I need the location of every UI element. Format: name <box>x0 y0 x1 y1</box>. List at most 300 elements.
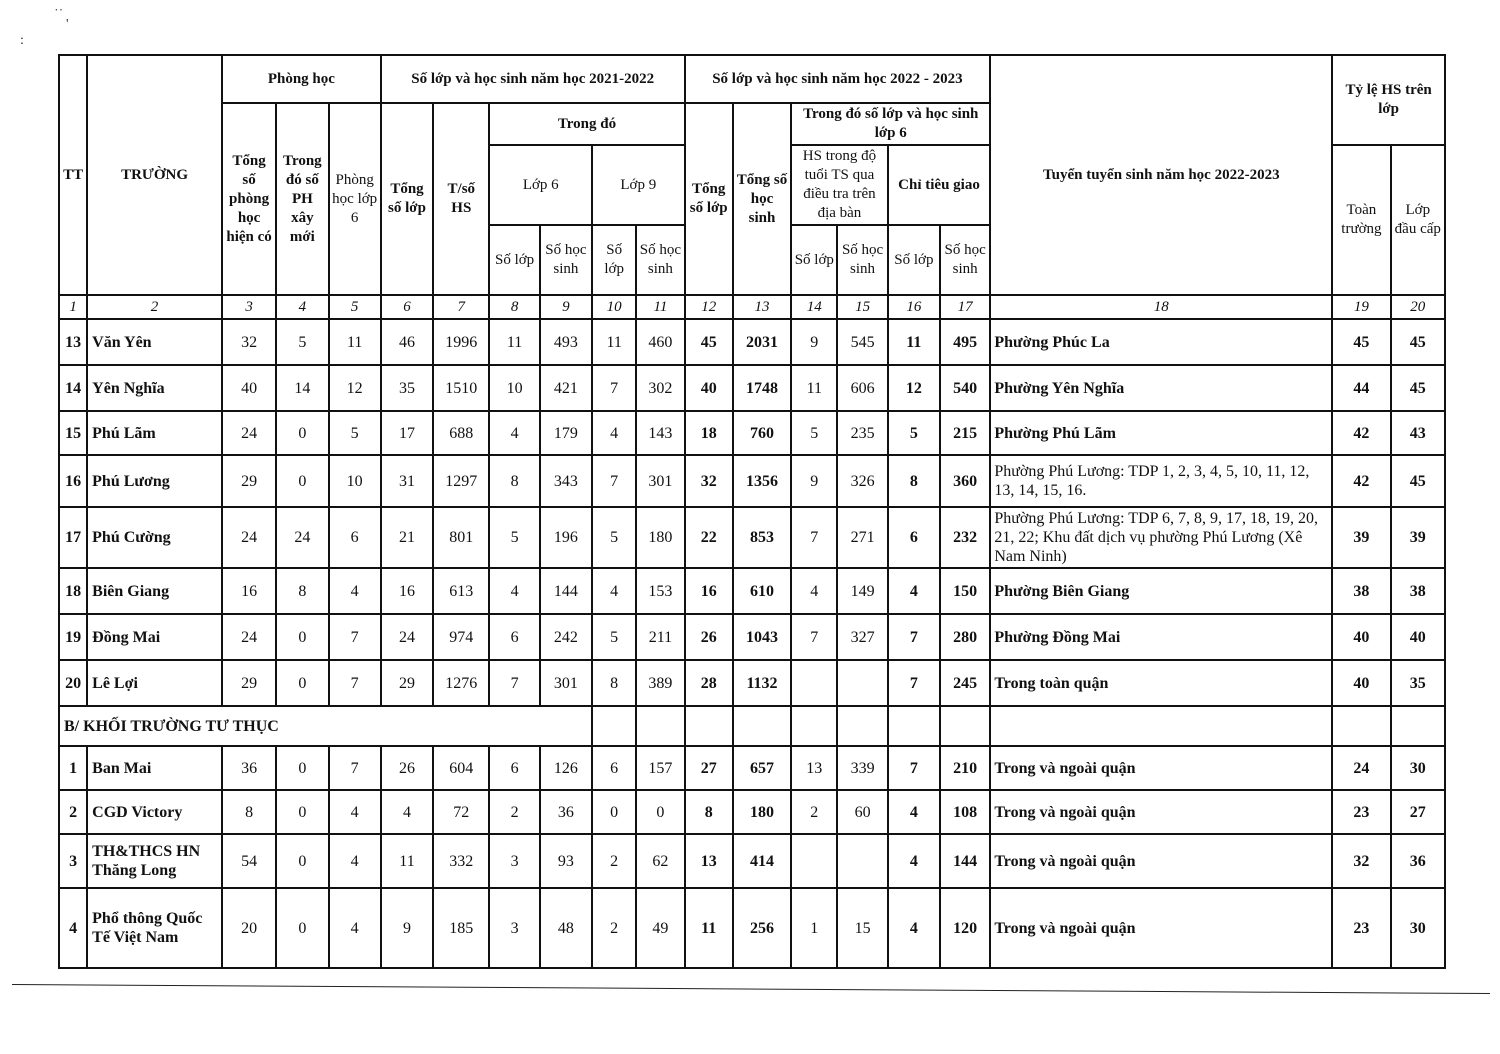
data-cell: 493 <box>540 319 592 365</box>
table-row <box>59 746 1445 790</box>
ratio-cell: 30 <box>1391 888 1445 968</box>
header-tuyen-sinh: Tuyển tuyển sinh năm học 2022-2023 <box>990 55 1332 295</box>
data-cell: 11 <box>685 888 733 968</box>
data-cell: 108 <box>940 790 990 834</box>
data-cell: 7 <box>791 507 837 568</box>
table-row <box>59 411 1445 455</box>
column-number-row <box>59 295 1445 319</box>
data-cell: 545 <box>837 319 887 365</box>
data-cell: 1996 <box>433 319 489 365</box>
column-number: 5 <box>329 295 381 319</box>
column-number: 20 <box>1391 295 1445 319</box>
data-cell: 11 <box>329 319 381 365</box>
data-cell: 339 <box>837 746 887 790</box>
school-name: Văn Yên <box>87 319 222 365</box>
header-chi-tieu-giao: Chỉ tiêu giao <box>888 145 991 225</box>
data-cell: 35 <box>381 365 433 411</box>
header-trong-do: Trong đó <box>489 103 684 145</box>
data-cell: 120 <box>940 888 990 968</box>
data-cell: 2 <box>592 834 636 888</box>
data-cell: 421 <box>540 365 592 411</box>
data-cell: 6 <box>592 746 636 790</box>
data-cell: 4 <box>381 790 433 834</box>
data-cell: 1510 <box>433 365 489 411</box>
data-cell: 9 <box>791 319 837 365</box>
section-b-body <box>59 706 1445 746</box>
data-cell: 2 <box>791 790 837 834</box>
data-cell: 4 <box>489 568 539 614</box>
data-cell: 2 <box>489 790 539 834</box>
data-cell: 4 <box>888 834 940 888</box>
table-row <box>59 790 1445 834</box>
data-cell: 5 <box>888 411 940 455</box>
row-tt: 2 <box>59 790 87 834</box>
enrollment-table-sheet <box>58 54 1446 969</box>
data-cell: 4 <box>888 888 940 968</box>
data-cell: 32 <box>222 319 276 365</box>
data-cell: 4 <box>329 790 381 834</box>
data-cell: 16 <box>222 568 276 614</box>
row-tt: 3 <box>59 834 87 888</box>
data-cell: 7 <box>329 614 381 660</box>
enrollment-area: Trong và ngoài quận <box>990 834 1332 888</box>
data-cell: 232 <box>940 507 990 568</box>
school-name: Ban Mai <box>87 746 222 790</box>
data-cell: 4 <box>329 568 381 614</box>
header-so-lop-9: Số lớp <box>592 225 636 295</box>
school-name: Biên Giang <box>87 568 222 614</box>
enrollment-area: Phường Phúc La <box>990 319 1332 365</box>
column-number: 16 <box>888 295 940 319</box>
data-cell: 11 <box>381 834 433 888</box>
header-ts-hs: T/số HS <box>433 103 489 295</box>
data-cell: 22 <box>685 507 733 568</box>
data-cell: 974 <box>433 614 489 660</box>
header-so-hs-6: Số học sinh <box>540 225 592 295</box>
enrollment-area: Phường Đồng Mai <box>990 614 1332 660</box>
row-tt: 17 <box>59 507 87 568</box>
data-cell: 4 <box>329 888 381 968</box>
data-cell: 242 <box>540 614 592 660</box>
data-cell: 7 <box>888 660 940 706</box>
header-so-lop-tuoi: Số lớp <box>791 225 837 295</box>
data-cell: 280 <box>940 614 990 660</box>
data-cell: 15 <box>837 888 887 968</box>
data-cell: 5 <box>489 507 539 568</box>
data-cell: 1356 <box>733 455 791 507</box>
table-row <box>59 455 1445 507</box>
data-cell: 49 <box>636 888 684 968</box>
data-cell: 327 <box>837 614 887 660</box>
data-cell: 5 <box>592 507 636 568</box>
header-trong-do-lop6: Trong đó số lớp và học sinh lớp 6 <box>791 103 990 145</box>
data-cell: 414 <box>733 834 791 888</box>
private-schools-body <box>59 746 1445 968</box>
data-cell: 4 <box>489 411 539 455</box>
ratio-cell: 35 <box>1391 660 1445 706</box>
column-number: 11 <box>636 295 684 319</box>
header-lop9: Lớp 9 <box>592 145 685 225</box>
data-cell: 256 <box>733 888 791 968</box>
data-cell: 389 <box>636 660 684 706</box>
header-so-hs-tuoi: Số học sinh <box>837 225 887 295</box>
data-cell: 7 <box>888 614 940 660</box>
data-cell: 4 <box>888 790 940 834</box>
ratio-cell: 39 <box>1332 507 1390 568</box>
data-cell: 5 <box>276 319 328 365</box>
data-cell: 0 <box>276 660 328 706</box>
data-cell: 46 <box>381 319 433 365</box>
header-phong-hoc: Phòng học <box>222 55 381 103</box>
data-cell: 28 <box>685 660 733 706</box>
data-cell: 7 <box>592 365 636 411</box>
table-row <box>59 614 1445 660</box>
row-tt: 15 <box>59 411 87 455</box>
data-cell: 7 <box>329 746 381 790</box>
data-cell <box>837 660 887 706</box>
data-cell: 196 <box>540 507 592 568</box>
enrollment-area: Trong và ngoài quận <box>990 746 1332 790</box>
table-row <box>59 660 1445 706</box>
ratio-cell: 40 <box>1391 614 1445 660</box>
data-cell: 613 <box>433 568 489 614</box>
data-cell: 16 <box>381 568 433 614</box>
data-cell: 657 <box>733 746 791 790</box>
row-tt: 18 <box>59 568 87 614</box>
data-cell: 8 <box>888 455 940 507</box>
ratio-cell: 40 <box>1332 614 1390 660</box>
data-cell: 235 <box>837 411 887 455</box>
row-tt: 16 <box>59 455 87 507</box>
data-cell: 1 <box>791 888 837 968</box>
data-cell: 0 <box>592 790 636 834</box>
school-name: Phú Lương <box>87 455 222 507</box>
data-cell: 688 <box>433 411 489 455</box>
data-cell: 0 <box>276 888 328 968</box>
data-cell: 332 <box>433 834 489 888</box>
data-cell: 179 <box>540 411 592 455</box>
data-cell: 0 <box>276 411 328 455</box>
header-tong-so-lop-2: Tổng số lớp <box>685 103 733 295</box>
data-cell: 93 <box>540 834 592 888</box>
data-cell: 8 <box>222 790 276 834</box>
data-cell: 215 <box>940 411 990 455</box>
data-cell: 11 <box>888 319 940 365</box>
data-cell: 31 <box>381 455 433 507</box>
header-tong-so-lop: Tổng số lớp <box>381 103 433 295</box>
data-cell: 0 <box>636 790 684 834</box>
data-cell: 3 <box>489 834 539 888</box>
data-cell: 24 <box>222 411 276 455</box>
column-number: 9 <box>540 295 592 319</box>
data-cell: 7 <box>329 660 381 706</box>
data-cell: 1297 <box>433 455 489 507</box>
column-number: 3 <box>222 295 276 319</box>
section-b-title: B/ KHỐI TRƯỜNG TƯ THỤC <box>59 706 592 746</box>
table-row <box>59 888 1445 968</box>
data-cell: 5 <box>329 411 381 455</box>
ratio-cell: 39 <box>1391 507 1445 568</box>
data-cell: 606 <box>837 365 887 411</box>
data-cell: 6 <box>489 614 539 660</box>
data-cell: 1748 <box>733 365 791 411</box>
ratio-cell: 42 <box>1332 455 1390 507</box>
data-cell: 180 <box>636 507 684 568</box>
data-cell: 495 <box>940 319 990 365</box>
data-cell: 13 <box>791 746 837 790</box>
header-hs-trong-do-tuoi: HS trong độ tuổi TS qua điều tra trên địa bàn <box>791 145 888 225</box>
data-cell: 21 <box>381 507 433 568</box>
ratio-cell: 27 <box>1391 790 1445 834</box>
data-cell: 17 <box>381 411 433 455</box>
column-number: 13 <box>733 295 791 319</box>
column-number: 6 <box>381 295 433 319</box>
data-cell: 150 <box>940 568 990 614</box>
data-cell: 24 <box>381 614 433 660</box>
ratio-cell: 30 <box>1391 746 1445 790</box>
data-cell: 853 <box>733 507 791 568</box>
row-tt: 13 <box>59 319 87 365</box>
data-cell: 0 <box>276 455 328 507</box>
data-cell <box>837 834 887 888</box>
ratio-cell: 45 <box>1391 455 1445 507</box>
header-ty-le: Tỷ lệ HS trên lớp <box>1332 55 1445 145</box>
data-cell: 29 <box>222 455 276 507</box>
column-number: 2 <box>87 295 222 319</box>
row-tt: 1 <box>59 746 87 790</box>
ratio-cell: 32 <box>1332 834 1390 888</box>
data-cell: 5 <box>791 411 837 455</box>
data-cell: 157 <box>636 746 684 790</box>
scan-specks: ˙˙ ' : <box>20 7 69 48</box>
ratio-cell: 42 <box>1332 411 1390 455</box>
data-cell: 40 <box>222 365 276 411</box>
data-cell: 2031 <box>733 319 791 365</box>
data-cell: 460 <box>636 319 684 365</box>
table-row <box>59 365 1445 411</box>
data-cell: 5 <box>592 614 636 660</box>
school-name: CGD Victory <box>87 790 222 834</box>
data-cell: 0 <box>276 834 328 888</box>
row-tt: 20 <box>59 660 87 706</box>
ratio-cell: 23 <box>1332 888 1390 968</box>
data-cell: 54 <box>222 834 276 888</box>
data-cell: 8 <box>592 660 636 706</box>
data-cell: 801 <box>433 507 489 568</box>
column-number: 12 <box>685 295 733 319</box>
data-cell: 24 <box>222 507 276 568</box>
data-cell: 143 <box>636 411 684 455</box>
data-cell: 180 <box>733 790 791 834</box>
data-cell: 245 <box>940 660 990 706</box>
data-cell: 7 <box>888 746 940 790</box>
data-cell: 29 <box>222 660 276 706</box>
data-cell: 302 <box>636 365 684 411</box>
ratio-cell: 45 <box>1391 319 1445 365</box>
school-name: TH&THCS HN Thăng Long <box>87 834 222 888</box>
header-tong-so-phong: Tổng số phòng học hiện có <box>222 103 276 295</box>
data-cell: 4 <box>592 568 636 614</box>
school-name: Đồng Mai <box>87 614 222 660</box>
enrollment-area: Trong và ngoài quận <box>990 790 1332 834</box>
ratio-cell: 43 <box>1391 411 1445 455</box>
ratio-cell: 45 <box>1391 365 1445 411</box>
header-so-hs-chi-tieu: Số học sinh <box>940 225 990 295</box>
data-cell <box>791 660 837 706</box>
school-name: Phổ thông Quốc Tế Việt Nam <box>87 888 222 968</box>
ratio-cell: 23 <box>1332 790 1390 834</box>
data-cell: 360 <box>940 455 990 507</box>
data-cell: 48 <box>540 888 592 968</box>
enrollment-area: Phường Phú Lương: TDP 6, 7, 8, 9, 17, 18, 19, 20, 21, 22; Khu đất dịch vụ phường Phú Lương (Xê Nam Ninh) <box>990 507 1332 568</box>
data-cell: 10 <box>489 365 539 411</box>
enrollment-area: Phường Phú Lương: TDP 1, 2, 3, 4, 5, 10, 11, 12, 13, 14, 15, 16. <box>990 455 1332 507</box>
data-cell: 45 <box>685 319 733 365</box>
header-so-hs-9: Số học sinh <box>636 225 684 295</box>
data-cell: 6 <box>489 746 539 790</box>
header-ph-xay-moi: Trong đó số PH xây mới <box>276 103 328 295</box>
table-row <box>59 834 1445 888</box>
column-number: 14 <box>791 295 837 319</box>
enrollment-area: Trong và ngoài quận <box>990 888 1332 968</box>
column-number: 17 <box>940 295 990 319</box>
data-cell: 26 <box>381 746 433 790</box>
data-cell: 126 <box>540 746 592 790</box>
column-number: 4 <box>276 295 328 319</box>
data-cell: 7 <box>489 660 539 706</box>
data-cell: 210 <box>940 746 990 790</box>
data-cell: 540 <box>940 365 990 411</box>
row-tt: 4 <box>59 888 87 968</box>
enrollment-area: Phường Phú Lãm <box>990 411 1332 455</box>
header-nam-2021: Số lớp và học sinh năm học 2021-2022 <box>381 55 685 103</box>
page-bottom-rule <box>12 984 1490 994</box>
data-cell: 27 <box>685 746 733 790</box>
data-cell: 36 <box>222 746 276 790</box>
data-cell: 11 <box>791 365 837 411</box>
enrollment-area: Phường Yên Nghĩa <box>990 365 1332 411</box>
data-cell: 9 <box>791 455 837 507</box>
data-cell: 8 <box>489 455 539 507</box>
column-number: 7 <box>433 295 489 319</box>
ratio-cell: 45 <box>1332 319 1390 365</box>
ratio-cell: 44 <box>1332 365 1390 411</box>
data-cell: 149 <box>837 568 887 614</box>
data-cell: 1043 <box>733 614 791 660</box>
data-cell: 8 <box>685 790 733 834</box>
header-nam-2022: Số lớp và học sinh năm học 2022 - 2023 <box>685 55 991 103</box>
header-so-lop-chi-tieu: Số lớp <box>888 225 940 295</box>
data-cell: 14 <box>276 365 328 411</box>
data-cell: 326 <box>837 455 887 507</box>
public-schools-body <box>59 319 1445 706</box>
school-name: Yên Nghĩa <box>87 365 222 411</box>
school-name: Phú Lãm <box>87 411 222 455</box>
data-cell: 4 <box>888 568 940 614</box>
data-cell: 18 <box>685 411 733 455</box>
data-cell: 72 <box>433 790 489 834</box>
data-cell: 62 <box>636 834 684 888</box>
data-cell: 185 <box>433 888 489 968</box>
data-cell: 3 <box>489 888 539 968</box>
column-number: 18 <box>990 295 1332 319</box>
enrollment-table <box>58 54 1446 969</box>
header-phong-hoc-lop6: Phòng học lớp 6 <box>329 103 381 295</box>
header-tt: TT <box>59 55 87 295</box>
column-number: 8 <box>489 295 539 319</box>
data-cell: 11 <box>489 319 539 365</box>
row-tt: 14 <box>59 365 87 411</box>
header-lop6: Lớp 6 <box>489 145 592 225</box>
data-cell: 144 <box>540 568 592 614</box>
column-number: 10 <box>592 295 636 319</box>
row-tt: 19 <box>59 614 87 660</box>
data-cell: 610 <box>733 568 791 614</box>
table-row <box>59 568 1445 614</box>
data-cell: 4 <box>791 568 837 614</box>
table-row <box>59 319 1445 365</box>
data-cell: 144 <box>940 834 990 888</box>
header-so-lop-6: Số lớp <box>489 225 539 295</box>
data-cell: 40 <box>685 365 733 411</box>
data-cell: 32 <box>685 455 733 507</box>
data-cell: 1276 <box>433 660 489 706</box>
data-cell: 1132 <box>733 660 791 706</box>
column-number: 1 <box>59 295 87 319</box>
data-cell: 301 <box>540 660 592 706</box>
data-cell: 301 <box>636 455 684 507</box>
data-cell: 9 <box>381 888 433 968</box>
data-cell: 7 <box>592 455 636 507</box>
data-cell: 760 <box>733 411 791 455</box>
data-cell: 0 <box>276 790 328 834</box>
column-number: 19 <box>1332 295 1390 319</box>
data-cell: 8 <box>276 568 328 614</box>
header-lop-dau-cap: Lớp đầu cấp <box>1391 145 1445 295</box>
table-row <box>59 507 1445 568</box>
enrollment-area: Phường Biên Giang <box>990 568 1332 614</box>
data-cell: 10 <box>329 455 381 507</box>
data-cell: 24 <box>276 507 328 568</box>
data-cell: 0 <box>276 614 328 660</box>
data-cell: 6 <box>888 507 940 568</box>
ratio-cell: 24 <box>1332 746 1390 790</box>
enrollment-area: Trong toàn quận <box>990 660 1332 706</box>
ratio-cell: 40 <box>1332 660 1390 706</box>
section-row <box>59 706 1445 746</box>
data-cell: 153 <box>636 568 684 614</box>
column-number: 15 <box>837 295 887 319</box>
data-cell: 36 <box>540 790 592 834</box>
data-cell: 26 <box>685 614 733 660</box>
header-toan-truong: Toàn trường <box>1332 145 1390 295</box>
data-cell: 604 <box>433 746 489 790</box>
data-cell: 12 <box>329 365 381 411</box>
data-cell: 0 <box>276 746 328 790</box>
data-cell: 29 <box>381 660 433 706</box>
data-cell: 343 <box>540 455 592 507</box>
data-cell: 20 <box>222 888 276 968</box>
data-cell: 2 <box>592 888 636 968</box>
data-cell: 271 <box>837 507 887 568</box>
data-cell: 11 <box>592 319 636 365</box>
ratio-cell: 36 <box>1391 834 1445 888</box>
data-cell: 4 <box>329 834 381 888</box>
data-cell <box>791 834 837 888</box>
data-cell: 4 <box>592 411 636 455</box>
school-name: Phú Cường <box>87 507 222 568</box>
header-truong: TRƯỜNG <box>87 55 222 295</box>
